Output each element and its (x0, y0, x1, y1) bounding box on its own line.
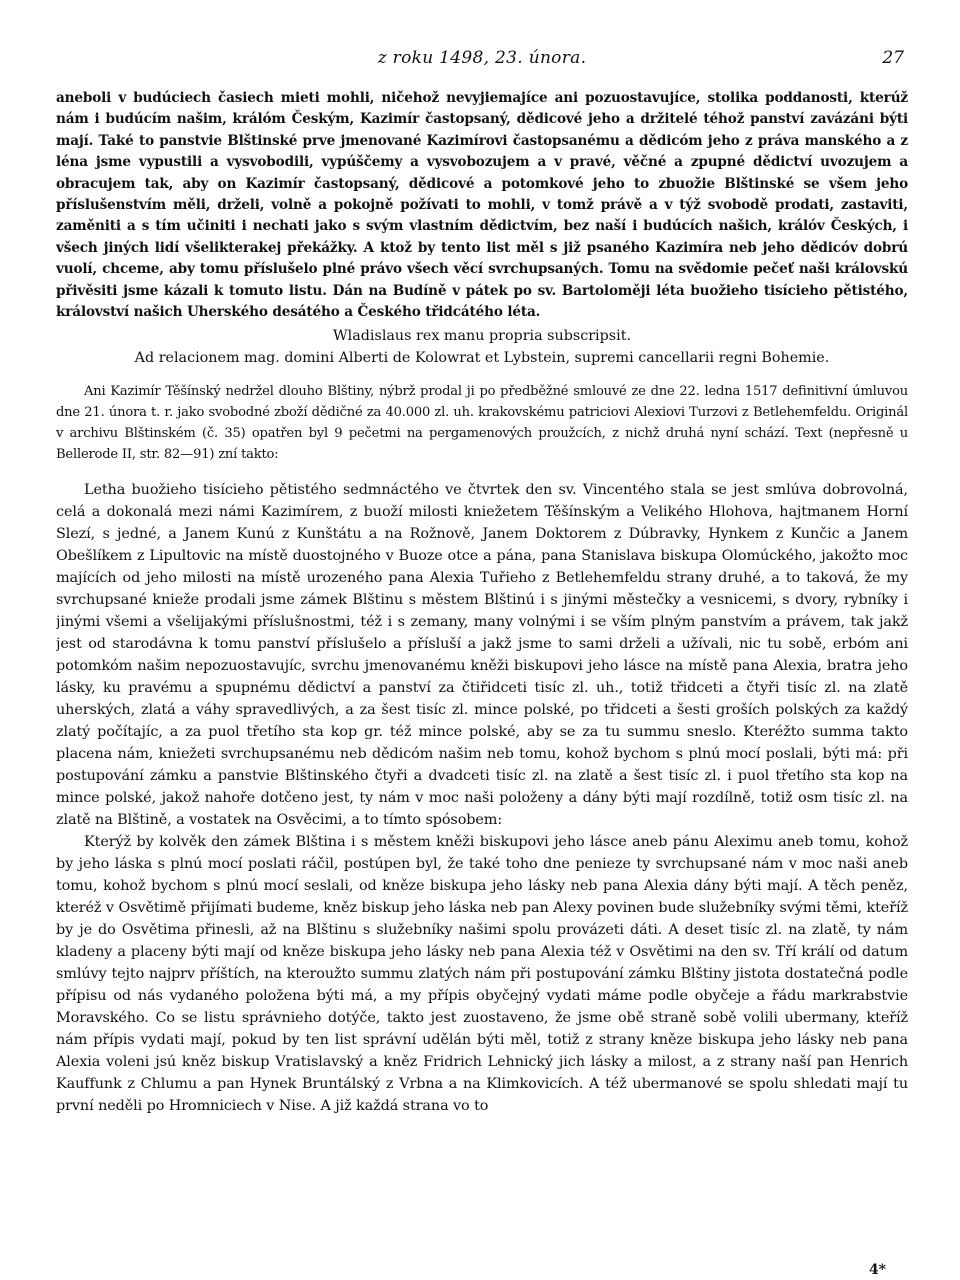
signature-mark: 4* (868, 1262, 886, 1278)
second-charter-paragraph-1: Letha buožieho tisícieho pětistého sedmnáctého ve čtvrtek den sv. Vincentého stala se jest smlúva dobrovolná, celá a dokonalá mezi námi Kazimírem, z buoží milosti kniežetem Těšínským a Velikého Hlohova, hajtmanem Horní Slezí, s jedné, a Janem Kunú z Kunštátu a na Rožnově, Janem Doktorem z Dúbravky, Hynkem z Kunčic a Janem Obešlíkem z Lipultovic na místě duostojného v Buoze otce a pána, pana Stanislava biskupa Olomúckého, jakožto moc majících od jeho milosti na místě urozeného pana Alexia Tuřieho z Betlehemfeldu strany druhé, a to taková, že my svrchupsané knieže prodali jsme zámek Blštinu s městem Blštinú i s jinými městečky a vesnicemi, s dvory, rybníky i jinými všemi a všelijakými příslušnostmi, též i s zemany, many volnými i se vším plným panstvím a právem, tak jakž jest od starodávna k tomu panství příslušelo a přísluší a jakž jsme to sami drželi a užívali, nic tu sobě, erbóm ani potomkóm našim nepozuostavujíc, svrchu jmenovanému kněži biskupovi jeho lásce na místě pana Alexia, bratra jeho lásky, ku pravému a spupnému dědictví a panství za čtiřidceti tisíc zl. uh., totiž třidceti a čtyři tisíc zl. na zlatě uherských, zlatá a váhy spravedlivých, a za šest tisíc zl. mince polské, po třidceti a šesti groších polských za každý zlatý počítajíc, a za puol třetího sta kop gr. též mince polské, aby se za tu summu sneslo. Kteréžto summa takto placena nám, kniežeti svrchupsanému neb dědicóm našim neb tomu, kohož bychom s plnú mocí poslali, býti má: při postupování zámku a panstvie Blštinského čtyři a dvadceti tisíc zl. na zlatě a šest tisíc zl. i puol třetího sta kop na mince polské, jakož nahoře dotčeno jest, ty nám v moc naši položeny a dány býti mají rozdílně, totiž osm tisíc zl. na zlatě na Blštině, a vostatek na Osvěcimi, a to tímto spósobem: (56, 482, 908, 829)
relation-line: Ad relacionem mag. domini Alberti de Kolowrat et Lybstein, supremi cancellarii regni Bohemie. (134, 350, 830, 367)
running-header (56, 40, 908, 80)
editorial-note (56, 381, 908, 465)
charter-continuation (56, 88, 908, 323)
page-number: 27 (882, 48, 904, 68)
editorial-note-text: Ani Kazimír Těšínský nedržel dlouho Blštiny, nýbrž prodal ji po předběžné smlouvé ze dne 22. ledna 1517 definitivní úmluvou dne 21. února t. r. jako svobodné zboží dědičné za 40.000 zl. uh. krakovskému patriciovi Alexiovi Turzovi z Betlehemfeldu. Originál v archivu Blštinském (č. 35) opatřen byl 9 pečetmi na pergamenových proužcích, z nichž druhá nyní schází. Text (nepřesně u Bellerode II, str. 82—91) zní takto: (56, 384, 908, 463)
second-charter-paragraph-2: Kterýž by kolvěk den zámek Blština i s městem kněži biskupovi jeho lásce aneb pánu Aleximu aneb tomu, kohož by jeho láska s plnú mocí poslati ráčil, postúpen byl, že také toho dne penieze ty svrchupsané nám v moc naši aneb tomu, kohož bychom s plnú mocí seslali, od kněze biskupa jeho lásky neb pana Alexia dány býti mají. A těch peněz, kteréž v Osvětimě přijímati budeme, kněz biskup jeho láska neb pan Alexy povinen bude služebníky svými těmi, kteříž by je do Osvětima přinesli, až na Blštinu s služebníky našimi spolu provázeti dáti. A deset tisíc zl. na zlatě, ty nám kladeny a placeny býti mají od kněze biskupa jeho lásky neb pana Alexia též v Osvětimi na den sv. Tří králí od datum smlúvy tejto najprv příštích, na kteroužto summu zlatých nám při postupování zámku Blštiny jistota dostatečná podle přípisu od nás vydaného položena býti má, a my přípis obyčejný vydati máme podle obyčeje a řádu markrabstvie Moravského. Co se listu správnieho dotýče, takto jest zuostaveno, že jsme obě straně sobě volili ubermany, kteříž nám přípis vydati mají, pokud by ten list správní udělán býti měl, totiž z strany kněze biskupa jeho lásky neb pana Alexia voleni jsú kněz biskup Vratislavský a kněz Fridrich Lehnický jich lásky a milost, a z strany naší pan Henrich Kauffunk z Chlumu a pan Hynek Bruntálský z Vrbna a na Klimkovicích. A též ubermanové se spolu shledati mají tu první neděli po Hromniciech v Nise. A již každá strana vo to (56, 834, 908, 1115)
document-page (56, 40, 908, 1260)
royal-signature: Wladislaus rex manu propria subscripsit. (332, 328, 631, 345)
charter-continuation-text: aneboli v budúciech časiech mieti mohli, ničehož nevyjiemajíce ani pozuostavujíce, stolika poddanosti, kterúž nám i budúcím našim, králóm Českým, Kazimír častopsaný, dědicové jeho a držitelé téhož panství zavázáni býti mají. Také to panstvie Blštinské prve jmenované Kazimírovi častopsanému a dědicóm jeho z práva manského a z léna jsme vypustili a vysvobodili, vypúščemy a vysvobozujem a v pravé, věčné a zpupné dědictví uvozujem a obracujem tak, aby on Kazimír častopsaný, dědicové a potomkové jeho to zbuožie Blštinské se všem jeho příslušenstvím měli, drželi, volně a pokojně požívati to mohli, v tomž právě a v týž svobodě prodati, zastaviti, zaměniti a s tím učiniti i nechati jako s svým vlastním dědictvím, bez naší i budúcích našich, králóv Českých, i všech jiných lidí všelikterakej překážky. A ktož by tento list měl s již psaného Kazimíra neb jeho dědicóv dobrú vuolí, chceme, aby tomu příslušelo plné právo všech věcí svrchupsaných. Tomu na svědomie pečeť naši královskú přivěsiti jsme kázali k tomuto listu. Dán na Budíně v pátek po sv. Bartoloměji léta buožieho tisícieho pětistého, království našich Uherského desátého a Českého třidcátého léta. (56, 90, 908, 321)
second-charter (56, 479, 908, 1117)
running-title: z roku 1498, 23. února. (377, 48, 587, 68)
